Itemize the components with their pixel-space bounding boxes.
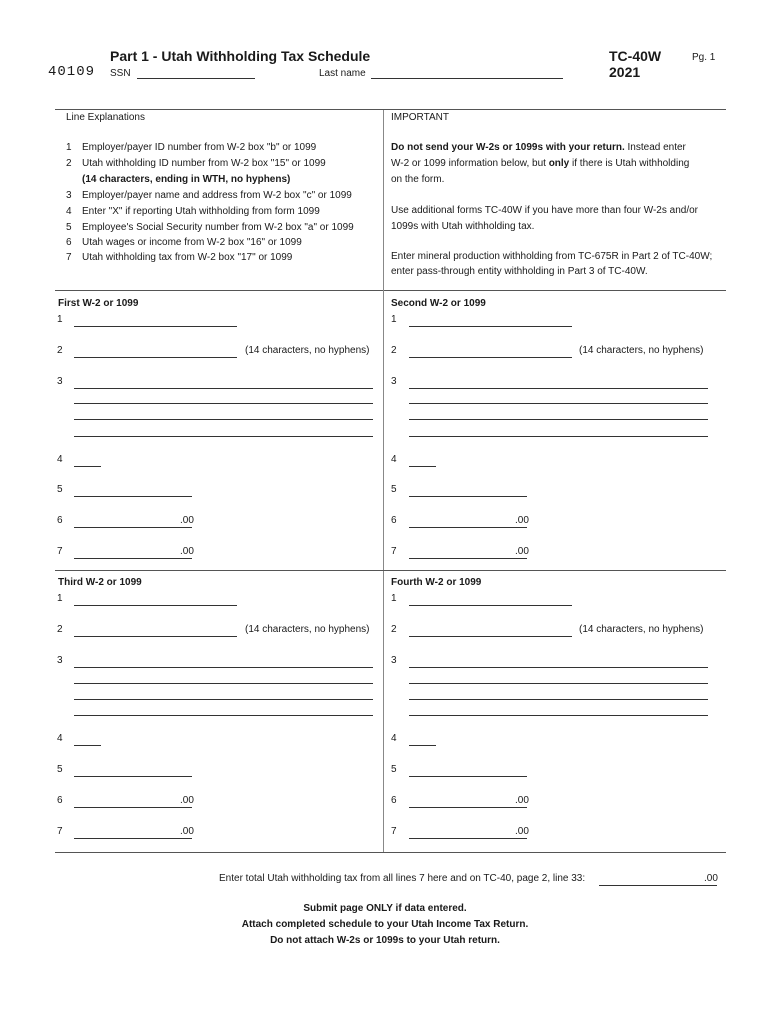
second-line-5-field[interactable] [409,496,527,497]
footer-instruction: Submit page ONLY if data entered. [303,903,467,914]
second-line-3-field[interactable] [409,403,708,404]
explanation-item: 5 Employee's Social Security number from W-2 box "a" or 1099 [66,222,354,233]
explanation-item: 7 Utah withholding tax from W-2 box "17" or 1099 [66,252,293,263]
id-format-note: (14 characters, no hyphens) [245,624,370,635]
first-line-3-field[interactable] [74,419,373,420]
section-divider [55,290,726,291]
first-line-5-field[interactable] [74,496,192,497]
footer-instruction: Attach completed schedule to your Utah Income Tax Return. [241,919,529,930]
first-line-3-field[interactable] [74,436,373,437]
cents-label: .00 [180,515,194,526]
line-number: 3 [57,655,63,666]
id-format-note: (14 characters, no hyphens) [579,624,704,635]
cents-label: .00 [515,515,529,526]
cents-label: .00 [180,795,194,806]
section-heading-fourth: Fourth W-2 or 1099 [391,577,482,588]
fourth-line-3-field[interactable] [409,667,708,668]
line-number: 5 [57,764,63,775]
ssn-label: SSN [110,68,131,79]
line-number: 5 [391,484,397,495]
fourth-line-3-field[interactable] [409,715,708,716]
first-line-7-field[interactable] [74,558,192,559]
line-number: 2 [57,624,63,635]
line-number: 2 [57,345,63,356]
second-line-1-field[interactable] [409,326,572,327]
important-paragraph: on the form. [391,174,445,185]
section-heading-second: Second W-2 or 1099 [391,298,486,309]
explanation-item: 2 Utah withholding ID number from W-2 box "15" or 1099 [66,158,326,169]
total-withholding-field[interactable] [599,885,717,886]
line-number: 7 [57,546,63,557]
line-number: 2 [391,624,397,635]
line-number: 4 [391,454,397,465]
first-line-4-field[interactable] [74,466,101,467]
explanation-item: 3 Employer/payer name and address from W-2 box "c" or 1099 [66,190,352,201]
section-divider [55,570,726,571]
second-line-3-field[interactable] [409,388,708,389]
first-line-3-field[interactable] [74,403,373,404]
section-divider [55,852,726,853]
fourth-line-1-field[interactable] [409,605,572,606]
fourth-line-3-field[interactable] [409,699,708,700]
second-line-7-field[interactable] [409,558,527,559]
third-line-6-field[interactable] [74,807,192,808]
line-number: 4 [391,733,397,744]
first-line-3-field[interactable] [74,388,373,389]
column-divider [383,290,384,852]
third-line-3-field[interactable] [74,699,373,700]
cents-label: .00 [515,546,529,557]
explanation-item: 6 Utah wages or income from W-2 box "16" or 1099 [66,237,302,248]
line-number: 2 [391,345,397,356]
cents-label: .00 [515,826,529,837]
line-number: 1 [391,314,397,325]
total-label: Enter total Utah withholding tax from all lines 7 here and on TC-40, page 2, line 33: [219,873,586,884]
important-paragraph: Enter mineral production withholding from TC-675R in Part 2 of TC-40W; [391,251,713,262]
section-heading-first: First W-2 or 1099 [58,298,139,309]
important-paragraph: 1099s with Utah withholding tax. [391,221,535,232]
important-heading: IMPORTANT [391,112,449,123]
second-line-3-field[interactable] [409,419,708,420]
second-line-2-field[interactable] [409,357,572,358]
third-line-1-field[interactable] [74,605,237,606]
fourth-line-5-field[interactable] [409,776,527,777]
id-format-note: (14 characters, no hyphens) [245,345,370,356]
last-name-label: Last name [319,68,366,79]
third-line-3-field[interactable] [74,683,373,684]
last-name-field[interactable] [371,78,563,79]
third-line-2-field[interactable] [74,636,237,637]
line-number: 7 [391,546,397,557]
explanation-item: 1 Employer/payer ID number from W-2 box "b" or 1099 [66,142,317,153]
tax-year: 2021 [609,64,641,80]
page-number: Pg. 1 [692,52,716,63]
cents-label: .00 [515,795,529,806]
line-number: 7 [391,826,397,837]
important-paragraph: enter pass-through entity withholding in Part 3 of TC-40W. [391,266,648,277]
header-divider [55,109,726,110]
line-number: 3 [57,376,63,387]
fourth-line-6-field[interactable] [409,807,527,808]
line-number: 5 [391,764,397,775]
fourth-line-7-field[interactable] [409,838,527,839]
fourth-line-2-field[interactable] [409,636,572,637]
third-line-3-field[interactable] [74,715,373,716]
form-number: TC-40W [609,48,662,64]
line-number: 6 [57,795,63,806]
line-number: 1 [57,593,63,604]
third-line-5-field[interactable] [74,776,192,777]
line-number: 4 [57,733,63,744]
line-number: 1 [391,593,397,604]
second-line-4-field[interactable] [409,466,436,467]
line-number: 1 [57,314,63,325]
page-title: Part 1 - Utah Withholding Tax Schedule [110,48,371,64]
column-divider [383,110,384,290]
fourth-line-3-field[interactable] [409,683,708,684]
second-line-6-field[interactable] [409,527,527,528]
explanations-heading: Line Explanations [66,112,145,123]
ssn-field[interactable] [137,78,255,79]
line-number: 6 [391,515,397,526]
line-number: 4 [57,454,63,465]
section-heading-third: Third W-2 or 1099 [58,577,142,588]
third-line-7-field[interactable] [74,838,192,839]
line-number: 7 [57,826,63,837]
explanation-item: 4 Enter "X" if reporting Utah withholding from form 1099 [66,206,320,217]
line-number: 5 [57,484,63,495]
fourth-line-4-field[interactable] [409,745,436,746]
footer-instruction: Do not attach W-2s or 1099s to your Utah return. [270,935,500,946]
cents-label: .00 [180,546,194,557]
line-number: 3 [391,655,397,666]
cents-label: .00 [704,873,718,884]
first-line-2-field[interactable] [74,357,237,358]
first-line-6-field[interactable] [74,527,192,528]
third-line-4-field[interactable] [74,745,101,746]
explanation-item: (14 characters, ending in WTH, no hyphens) [82,174,291,185]
first-line-1-field[interactable] [74,326,237,327]
line-number: 3 [391,376,397,387]
second-line-3-field[interactable] [409,436,708,437]
line-number: 6 [391,795,397,806]
third-line-3-field[interactable] [74,667,373,668]
important-paragraph: Use additional forms TC-40W if you have more than four W-2s and/or [391,205,698,216]
line-number: 6 [57,515,63,526]
id-format-note: (14 characters, no hyphens) [579,345,704,356]
cents-label: .00 [180,826,194,837]
form-barcode-number: 40109 [48,64,96,80]
important-paragraph: W-2 or 1099 information below, but only if there is Utah withholding [391,158,690,169]
important-paragraph: Do not send your W-2s or 1099s with your return. Instead enter [391,142,686,153]
